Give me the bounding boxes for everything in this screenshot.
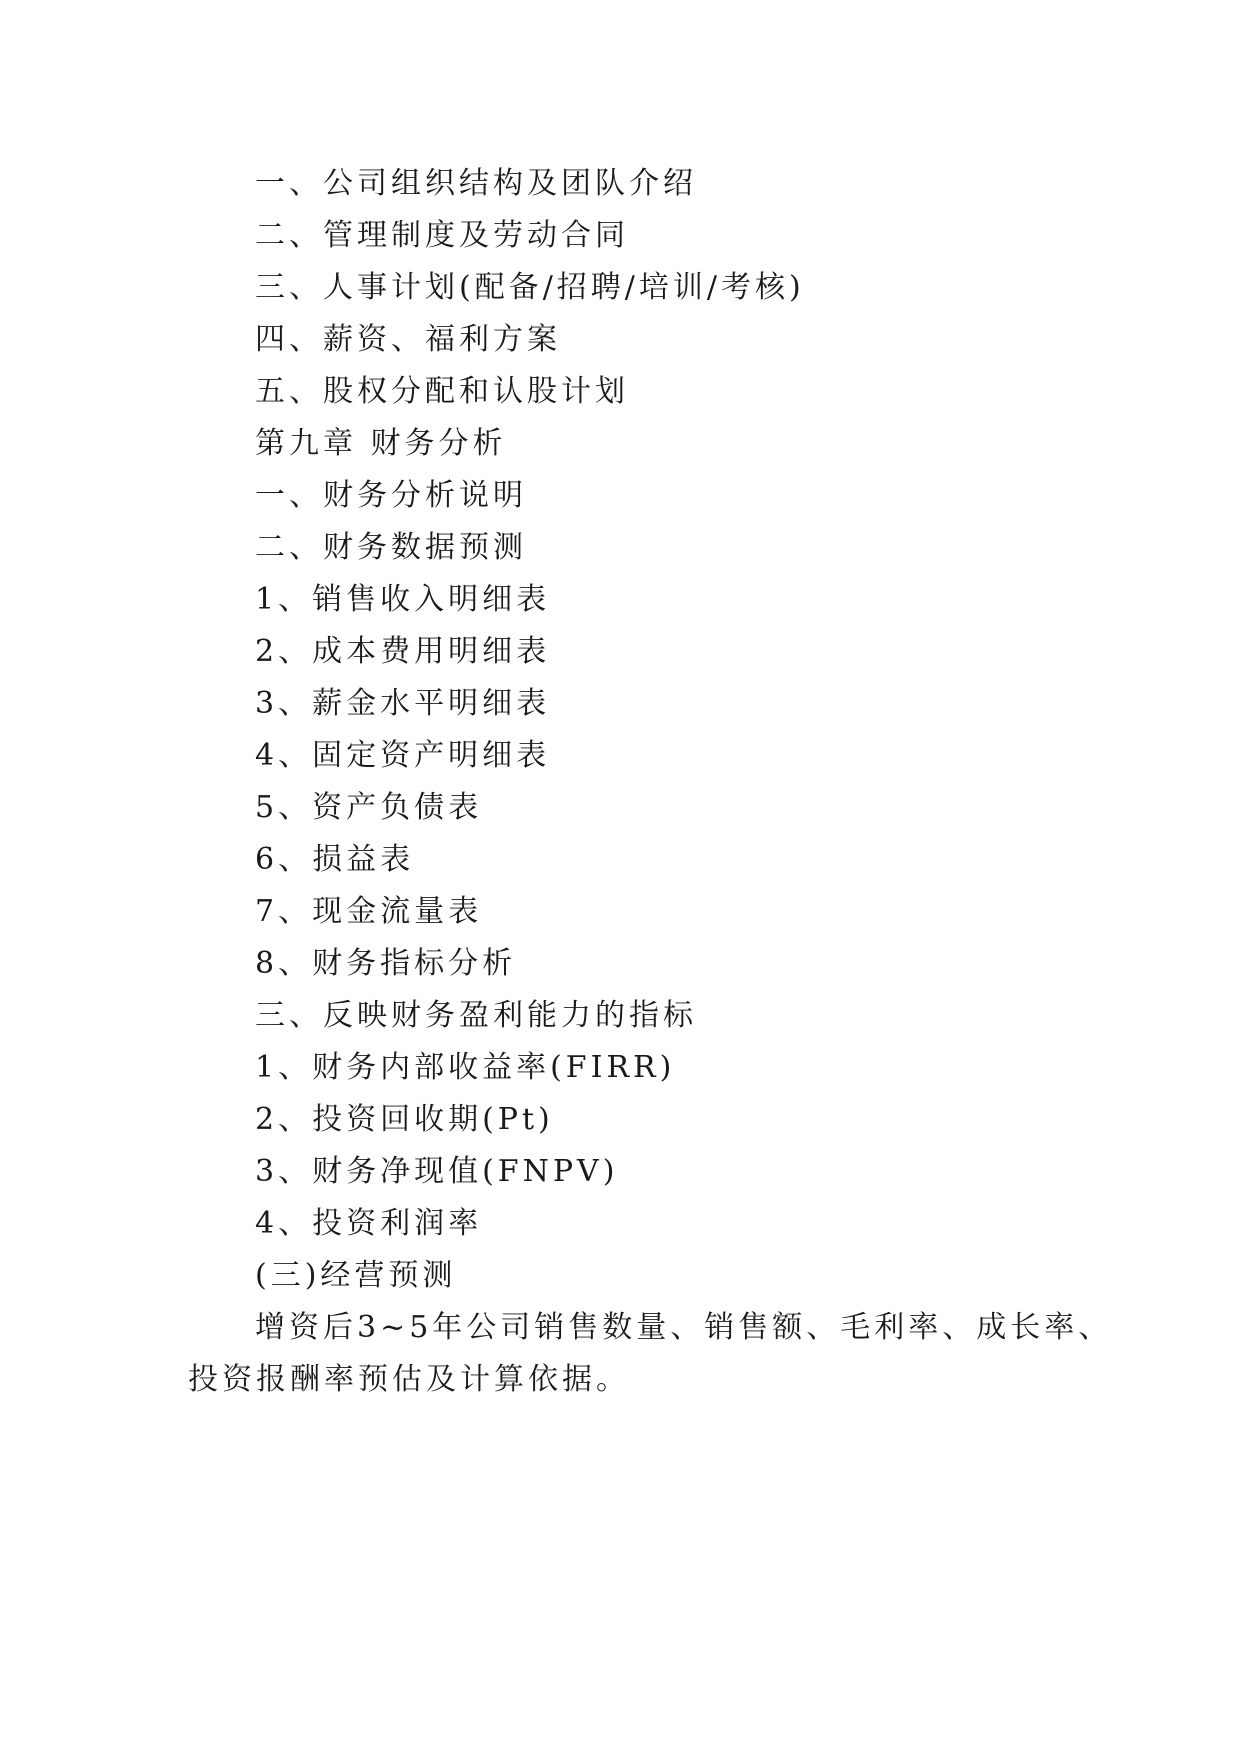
toc-item: 二、管理制度及劳动合同: [255, 218, 629, 253]
toc-item: 3、薪金水平明细表: [255, 686, 551, 721]
toc-item: 1、销售收入明细表: [255, 582, 551, 617]
toc-item: 1、财务内部收益率(FIRR): [255, 1050, 676, 1085]
toc-item: 6、损益表: [255, 842, 415, 877]
section-heading: (三)经营预测: [255, 1258, 457, 1293]
toc-item: 四、薪资、福利方案: [255, 322, 561, 357]
toc-item: 4、投资利润率: [255, 1206, 483, 1241]
chapter-heading: 第九章 财务分析: [255, 426, 507, 461]
body-paragraph-line-2: 投资报酬率预估及计算依据。: [188, 1362, 630, 1397]
toc-item: 7、现金流量表: [255, 894, 483, 929]
toc-item: 一、公司组织结构及团队介绍: [255, 166, 697, 201]
toc-item: 3、财务净现值(FNPV): [255, 1154, 619, 1189]
toc-item: 8、财务指标分析: [255, 946, 517, 981]
body-paragraph-line-1: 增资后3~5年公司销售数量、销售额、毛利率、成长率、: [255, 1310, 1113, 1345]
toc-item: 一、财务分析说明: [255, 478, 527, 513]
toc-item: 2、成本费用明细表: [255, 634, 551, 669]
toc-item: 三、人事计划(配备/招聘/培训/考核): [255, 270, 805, 305]
toc-item: 5、资产负债表: [255, 790, 483, 825]
toc-item: 二、财务数据预测: [255, 530, 527, 565]
toc-item: 三、反映财务盈利能力的指标: [255, 998, 697, 1033]
toc-item: 五、股权分配和认股计划: [255, 374, 629, 409]
toc-item: 2、投资回收期(Pt): [255, 1102, 554, 1137]
toc-item: 4、固定资产明细表: [255, 738, 551, 773]
